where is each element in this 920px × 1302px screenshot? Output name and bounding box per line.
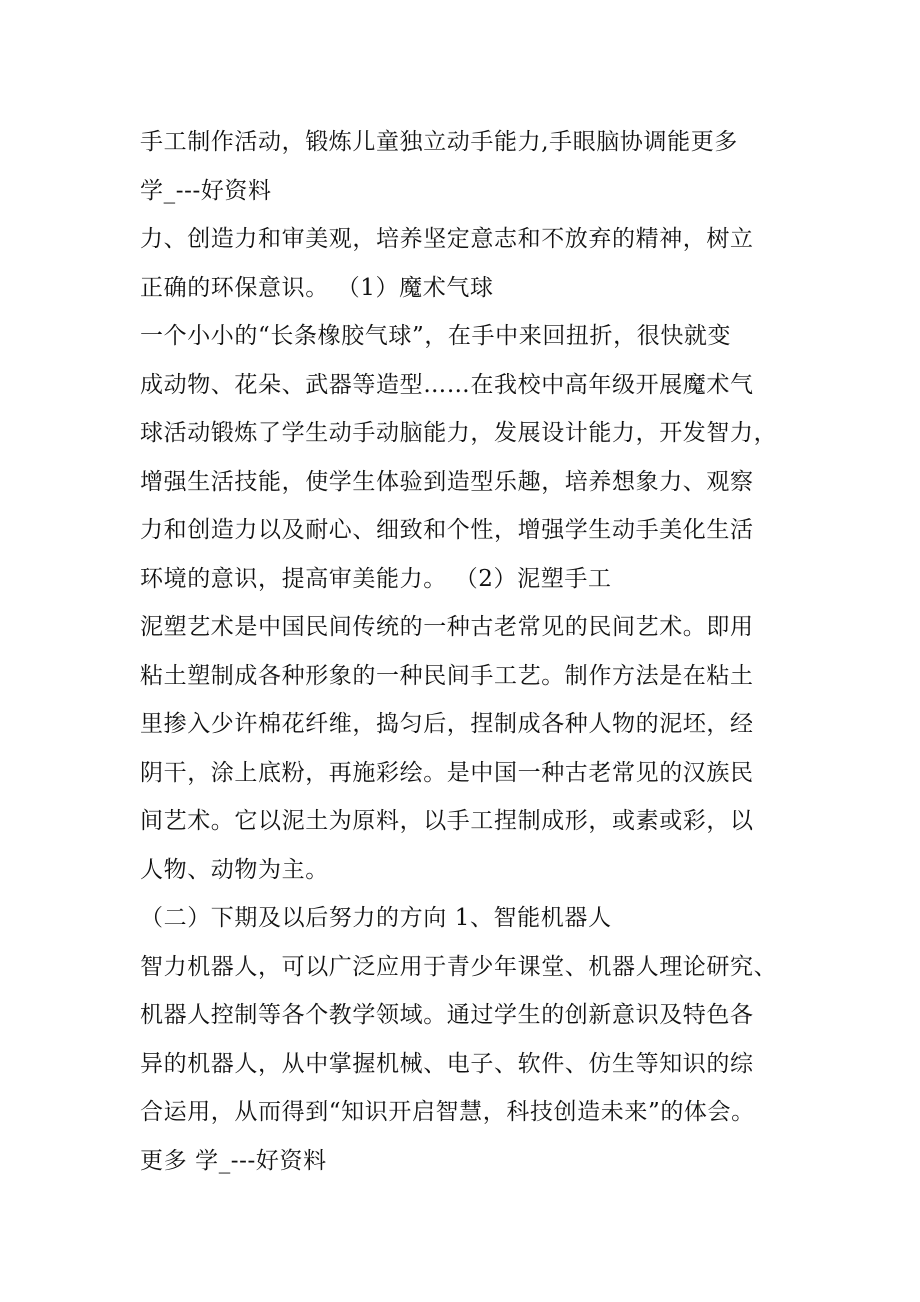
text-line: 学_---好资料 (140, 177, 272, 204)
text-line: 球活动锻炼了学生动手动脑能力，发展设计能力，开发智力， (140, 420, 778, 446)
text-line: 间艺术。它以泥土为原料，以手工捏制成形，或素或彩，以 (140, 808, 754, 834)
text-line: 合运用，从而得到“知识开启智慧，科技创造未来”的体会。 (140, 1099, 755, 1125)
text-line: 增强生活技能，使学生体验到造型乐趣，培养想象力、观察 (140, 468, 754, 495)
text-line: 机器人控制等各个教学领域。通过学生的创新意识及特色各 (140, 1002, 754, 1028)
text-line: 力、创造力和审美观，培养坚定意志和不放弃的精神，树立 (140, 226, 754, 252)
text-line: 力和创造力以及耐心、细致和个性，增强学生动手美化生活 (140, 517, 754, 543)
text-line: 智力机器人，可以广泛应用于青少年课堂、机器人理论研究、 (140, 953, 778, 980)
document-body (140, 118, 790, 1185)
text-line: 正确的环保意识。 （1）魔术气球 (140, 274, 494, 301)
text-line: 手工制作活动，锻炼儿童独立动手能力,手眼脑协调能更多 (140, 129, 738, 155)
text-line: 更多 学_---好资料 (140, 1147, 327, 1174)
text-line: （二）下期及以后努力的方向 1、智能机器人 (140, 905, 612, 931)
text-line: 一个小小的“长条橡胶气球”，在手中来回扭折，很快就变 (140, 323, 732, 349)
text-line: 环境的意识，提高审美能力。 （2）泥塑手工 (140, 565, 612, 592)
text-line: 人物、动物为主。 (140, 856, 329, 883)
text-line: 阴干，涂上底粉，再施彩绘。是中国一种古老常见的汉族民 (140, 759, 754, 786)
text-line: 里掺入少许棉花纤维，捣匀后，捏制成各种人物的泥坯，经 (140, 711, 754, 737)
text-line: 泥塑艺术是中国民间传统的一种古老常见的民间艺术。即用 (140, 614, 754, 640)
text-line: 异的机器人，从中掌握机械、电子、软件、仿生等知识的综 (140, 1050, 754, 1077)
text-line: 粘土塑制成各种形象的一种民间手工艺。制作方法是在粘土 (140, 662, 754, 689)
text-line: 成动物、花朵、武器等造型……在我校中高年级开展魔术气 (140, 371, 754, 398)
